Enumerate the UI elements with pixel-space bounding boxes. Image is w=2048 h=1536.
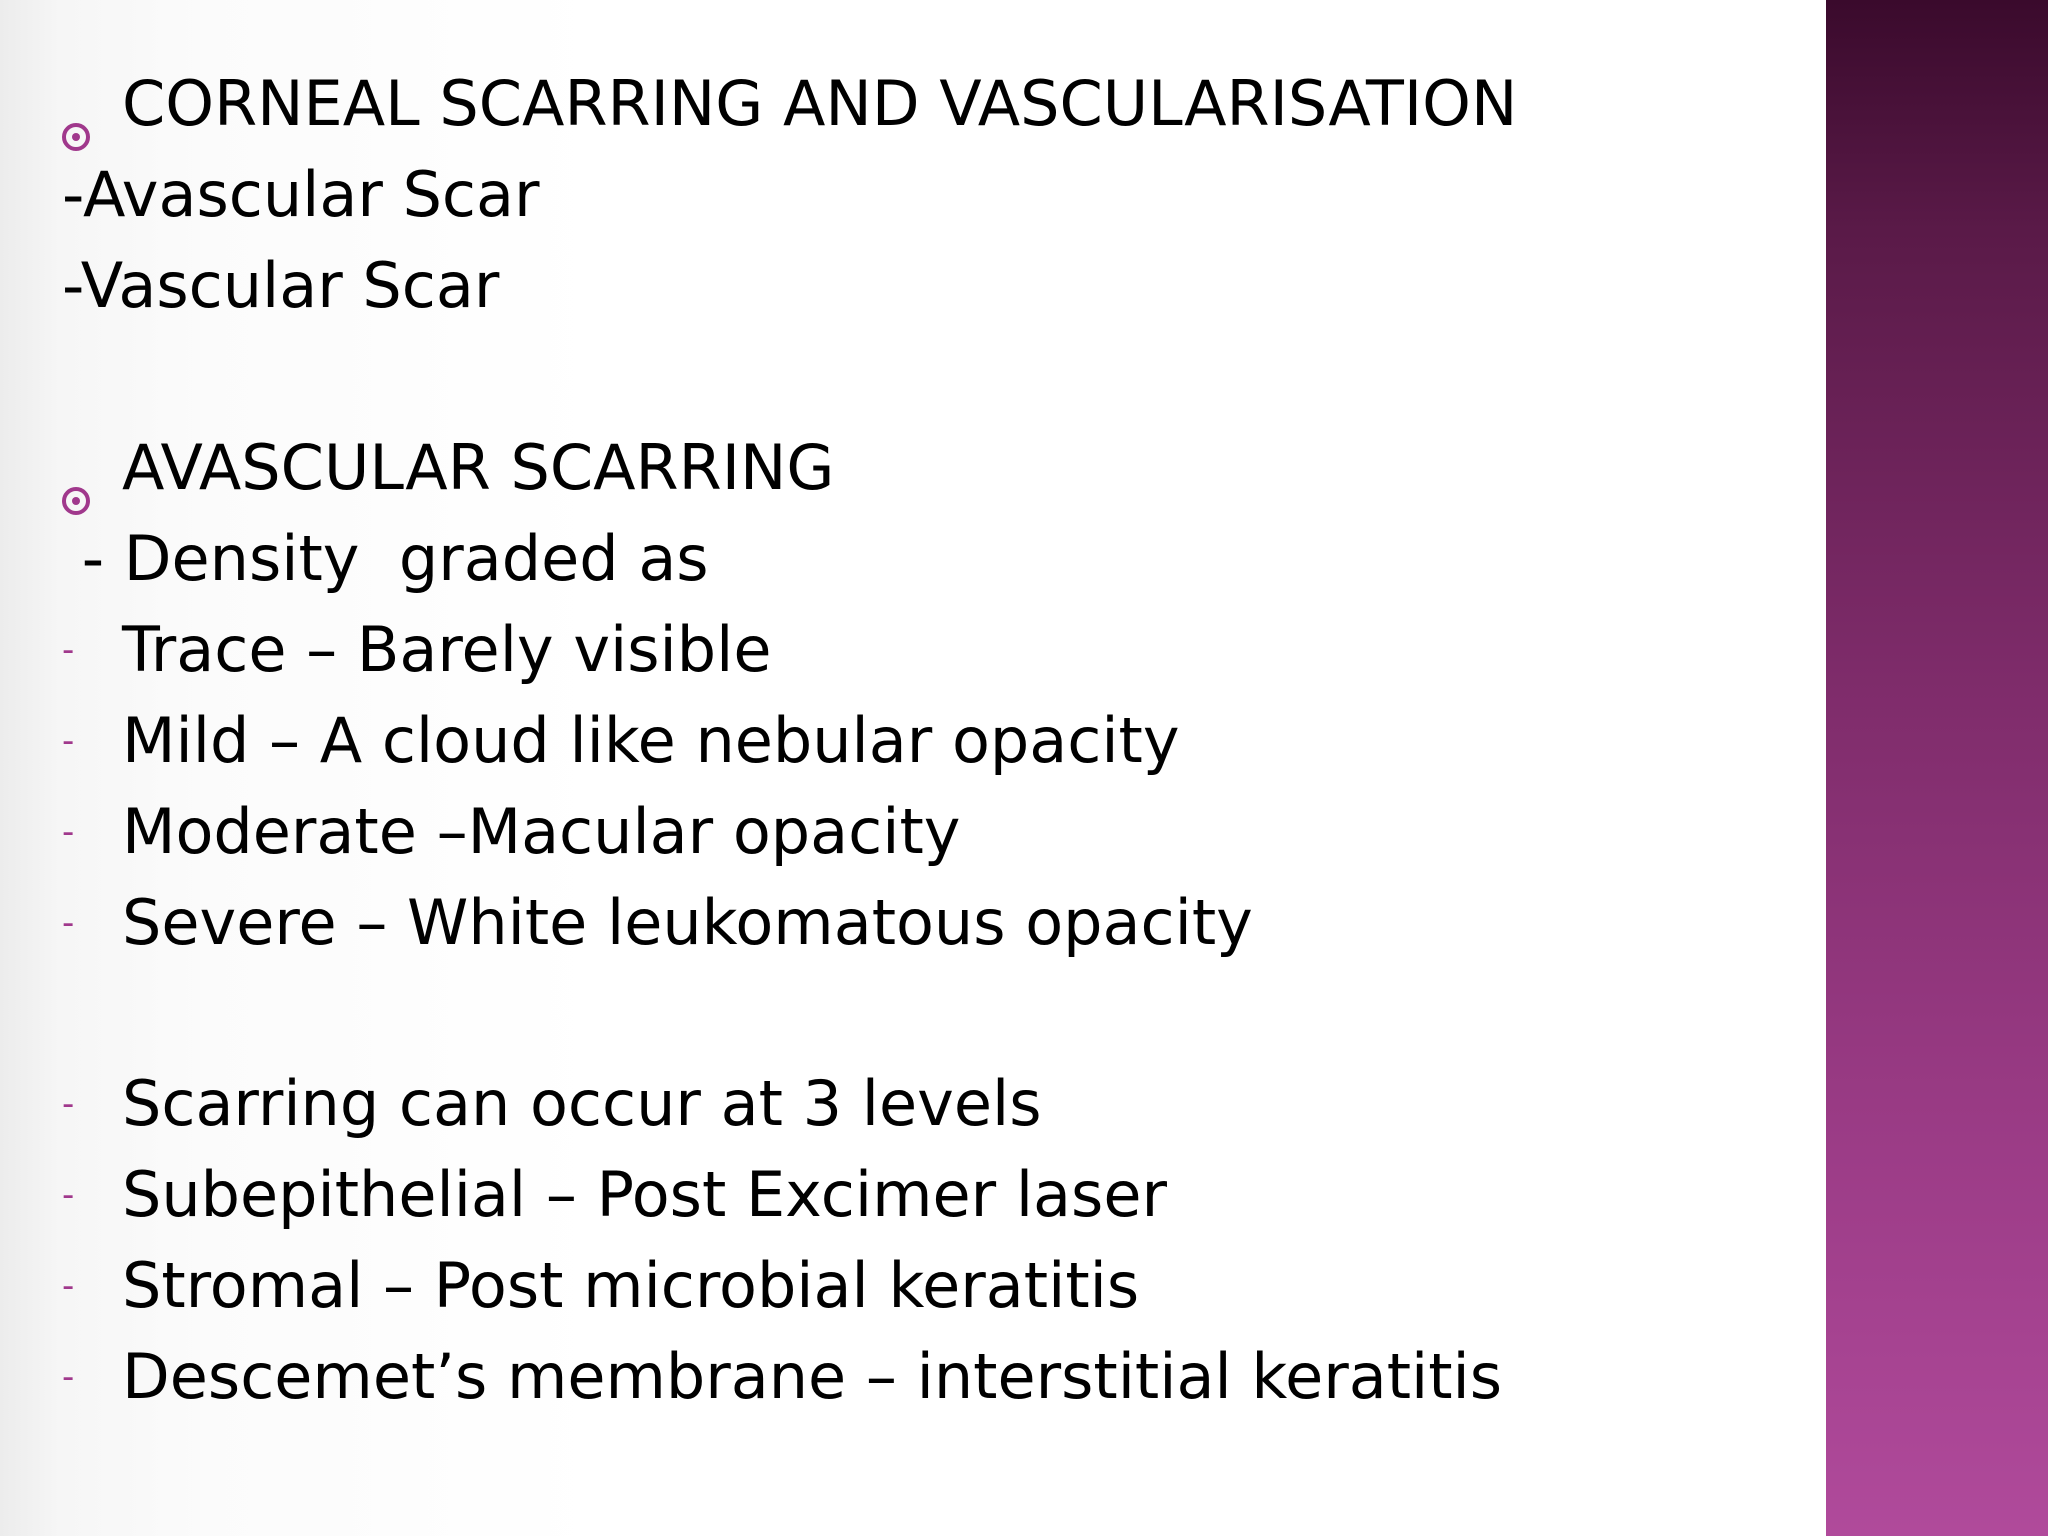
ring-bullet-icon <box>62 428 90 508</box>
item-text: Moderate –Macular opacity <box>122 795 961 868</box>
item-text: -Vascular Scar <box>62 249 500 322</box>
list-item <box>0 519 709 599</box>
decorative-sidebar <box>1826 0 2048 1536</box>
item-text: Stromal – Post microbial keratitis <box>122 1249 1140 1322</box>
item-text: Descemet’s membrane – interstitial keratitis <box>122 1340 1503 1413</box>
dash-marker: - <box>62 1266 75 1306</box>
ring-bullet-icon <box>62 64 90 144</box>
dash-marker: - <box>62 1357 75 1397</box>
dash-marker: - <box>62 1084 75 1124</box>
dash-marker: - <box>62 1175 75 1215</box>
item-text: - Density graded as <box>62 522 709 595</box>
item-text: Mild – A cloud like nebular opacity <box>122 704 1180 777</box>
dash-marker: - <box>62 630 75 670</box>
item-text: Trace – Barely visible <box>122 613 772 686</box>
dash-marker: - <box>62 903 75 943</box>
item-text: Subepithelial – Post Excimer laser <box>122 1158 1167 1231</box>
dash-marker: - <box>62 812 75 852</box>
item-text: -Avascular Scar <box>62 158 540 231</box>
heading-text: AVASCULAR SCARRING <box>122 431 835 504</box>
item-text: Severe – White leukomatous opacity <box>122 886 1253 959</box>
dash-marker: - <box>62 721 75 761</box>
item-text: Scarring can occur at 3 levels <box>122 1067 1042 1140</box>
heading-text: CORNEAL SCARRING AND VASCULARISATION <box>122 67 1518 140</box>
